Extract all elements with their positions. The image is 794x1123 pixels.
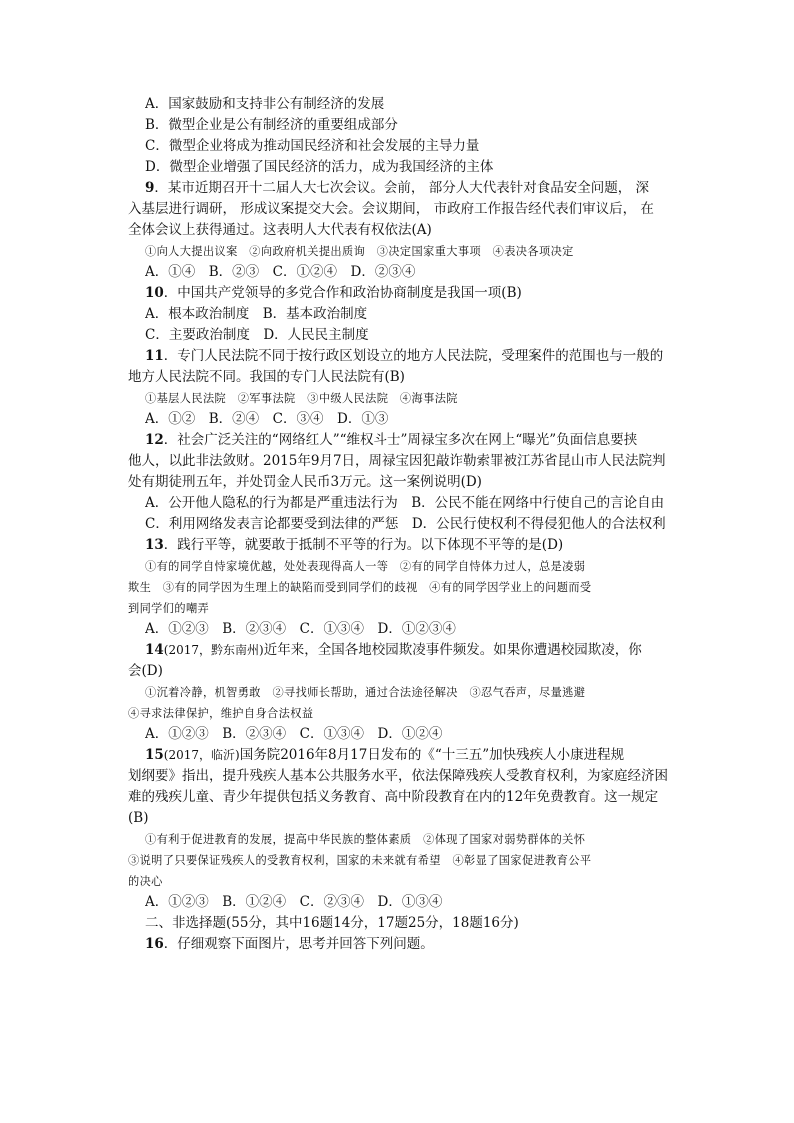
q15-items-line-3: 的决心: [128, 875, 163, 888]
q11-choices: A．①② B．②④ C．③④ D．①③: [145, 411, 389, 427]
q15-source: (2017，临沂): [163, 748, 240, 762]
q13-items-line-2: 欺生 ③有的同学因为生理上的缺陷而受到同学们的歧视 ④有的同学因学业上的问题而受: [128, 581, 592, 594]
q14-stem-line-2: 会(D): [128, 663, 163, 679]
q15-stem-line-3: 难的残疾儿童、青少年提供包括义务教育、高中阶段教育在内的12年免费教育。这一规定: [128, 789, 659, 805]
q8-option-a: A．国家鼓励和支持非公有制经济的发展: [145, 96, 385, 112]
q12-stem-line-1: 12．社会广泛关注的“网络红人”“维权斗士”周禄宝多次在网上“曝光”负面信息要挟: [145, 432, 638, 448]
q13-stem: 13．践行平等，就要敢于抵制不平等的行为。以下体现不平等的是(D): [145, 537, 564, 553]
q12-number: 12: [145, 432, 164, 448]
q14-choices: A．①②③ B．②③④ C．①③④ D．①②④: [145, 726, 443, 742]
q11-items: ①基层人民法院 ②军事法院 ③中级人民法院 ④海事法院: [145, 392, 458, 405]
q8-option-d: D．微型企业增强了国民经济的活力，成为我国经济的主体: [145, 159, 494, 175]
q12-stem-line-2: 他人，以此非法敛财。2015年9月7日，周禄宝因犯敲诈勒索罪被江苏省昆山市人民法院判: [128, 453, 666, 469]
q11-number: 11: [145, 348, 164, 364]
q13-choices: A．①②③ B．②③④ C．①③④ D．①②③④: [145, 621, 456, 637]
q11-stem-line-2: 地方人民法院不同。我国的专门人民法院有(B): [128, 369, 405, 385]
q13-items-line-1: ①有的同学自恃家境优越，处处表现得高人一等 ②有的同学自恃体力过人，总是凌弱: [145, 560, 586, 573]
q12-choices-1: A．公开他人隐私的行为都是严重违法行为 B．公民不能在网络中行使自己的言论自由: [145, 495, 665, 511]
q9-items: ①向人大提出议案 ②向政府机关提出质询 ③决定国家重大事项 ④表决各项决定: [145, 245, 574, 258]
q14-number: 14: [145, 642, 164, 658]
q9-stem-line-3: 全体会议上获得通过。这表明人大代表有权依法(A): [128, 222, 432, 238]
q8-option-b: B．微型企业是公有制经济的重要组成部分: [145, 117, 398, 133]
q11-stem-line-1: 11．专门人民法院不同于按行政区划设立的地方人民法院，受理案件的范围也与一般的: [145, 348, 664, 364]
q16-number: 16: [145, 936, 164, 952]
q15-stem-line-2: 划纲要》指出，提升残疾人基本公共服务水平，依法保障残疾人受教育权利，为家庭经济困: [128, 768, 668, 784]
q14-items-line-1: ①沉着冷静，机智勇敢 ②寻找师长帮助，通过合法途径解决 ③忍气吞声，尽量逃避: [145, 686, 586, 699]
q15-number: 15: [145, 747, 164, 763]
q15-stem-line-4: (B): [128, 810, 149, 826]
q9-choices: A．①④ B．②③ C．①②④ D．②③④: [145, 264, 416, 280]
q13-items-line-3: 到同学们的嘲弄: [128, 602, 210, 615]
q14-items-line-2: ④寻求法律保护，维护自身合法权益: [128, 707, 314, 720]
section-2-title: 二、非选择题(55分，其中16题14分，17题25分，18题16分): [145, 915, 519, 931]
q12-choices-2: C．利用网络发表言论都要受到法律的严惩 D．公民行使权利不得侵犯他人的合法权利: [145, 516, 666, 532]
q14-stem-line-1: 14(2017，黔东南州)近年来，全国各地校园欺凌事件频发。如果你遭遇校园欺凌，你: [145, 642, 642, 658]
q10-choices-1: A．根本政治制度 B．基本政治制度: [145, 306, 368, 322]
q12-stem-line-3: 处有期徒刑五年，并处罚金人民币3万元。这一案例说明(D): [128, 474, 482, 490]
q10-number: 10: [145, 285, 164, 301]
q9-stem-line-2: 入基层进行调研， 形成议案提交大会。会议期间， 市政府工作报告经代表们审议后， 在: [128, 201, 654, 217]
q15-items-line-2: ③说明了只要保证残疾人的受教育权利，国家的未来就有希望 ④彰显了国家促进教育公平: [128, 854, 592, 867]
q16-stem: 16．仔细观察下面图片，思考并回答下列问题。: [145, 936, 434, 952]
q15-stem-line-1: 15(2017，临沂)国务院2016年8月17日发布的《“十三五”加快残疾人小康进程规: [145, 747, 625, 763]
document-content: [128, 94, 685, 955]
q14-source: (2017，黔东南州): [163, 643, 264, 657]
q9-number: 9: [145, 180, 155, 196]
q10-choices-2: C．主要政治制度 D．人民民主制度: [145, 327, 369, 343]
q9-stem-line-1: 9．某市近期召开十二届人大七次会议。会前， 部分人大代表针对食品安全问题， 深: [145, 180, 649, 196]
q15-items-line-1: ①有利于促进教育的发展，提高中华民族的整体素质 ②体现了国家对弱势群体的关怀: [145, 833, 586, 846]
q8-option-c: C．微型企业将成为推动国民经济和社会发展的主导力量: [145, 138, 480, 154]
q10-stem: 10．中国共产党领导的多党合作和政治协商制度是我国一项(B): [145, 285, 522, 301]
q15-choices: A．①②③ B．①②④ C．②③④ D．①③④: [145, 894, 443, 910]
q13-number: 13: [145, 537, 164, 553]
